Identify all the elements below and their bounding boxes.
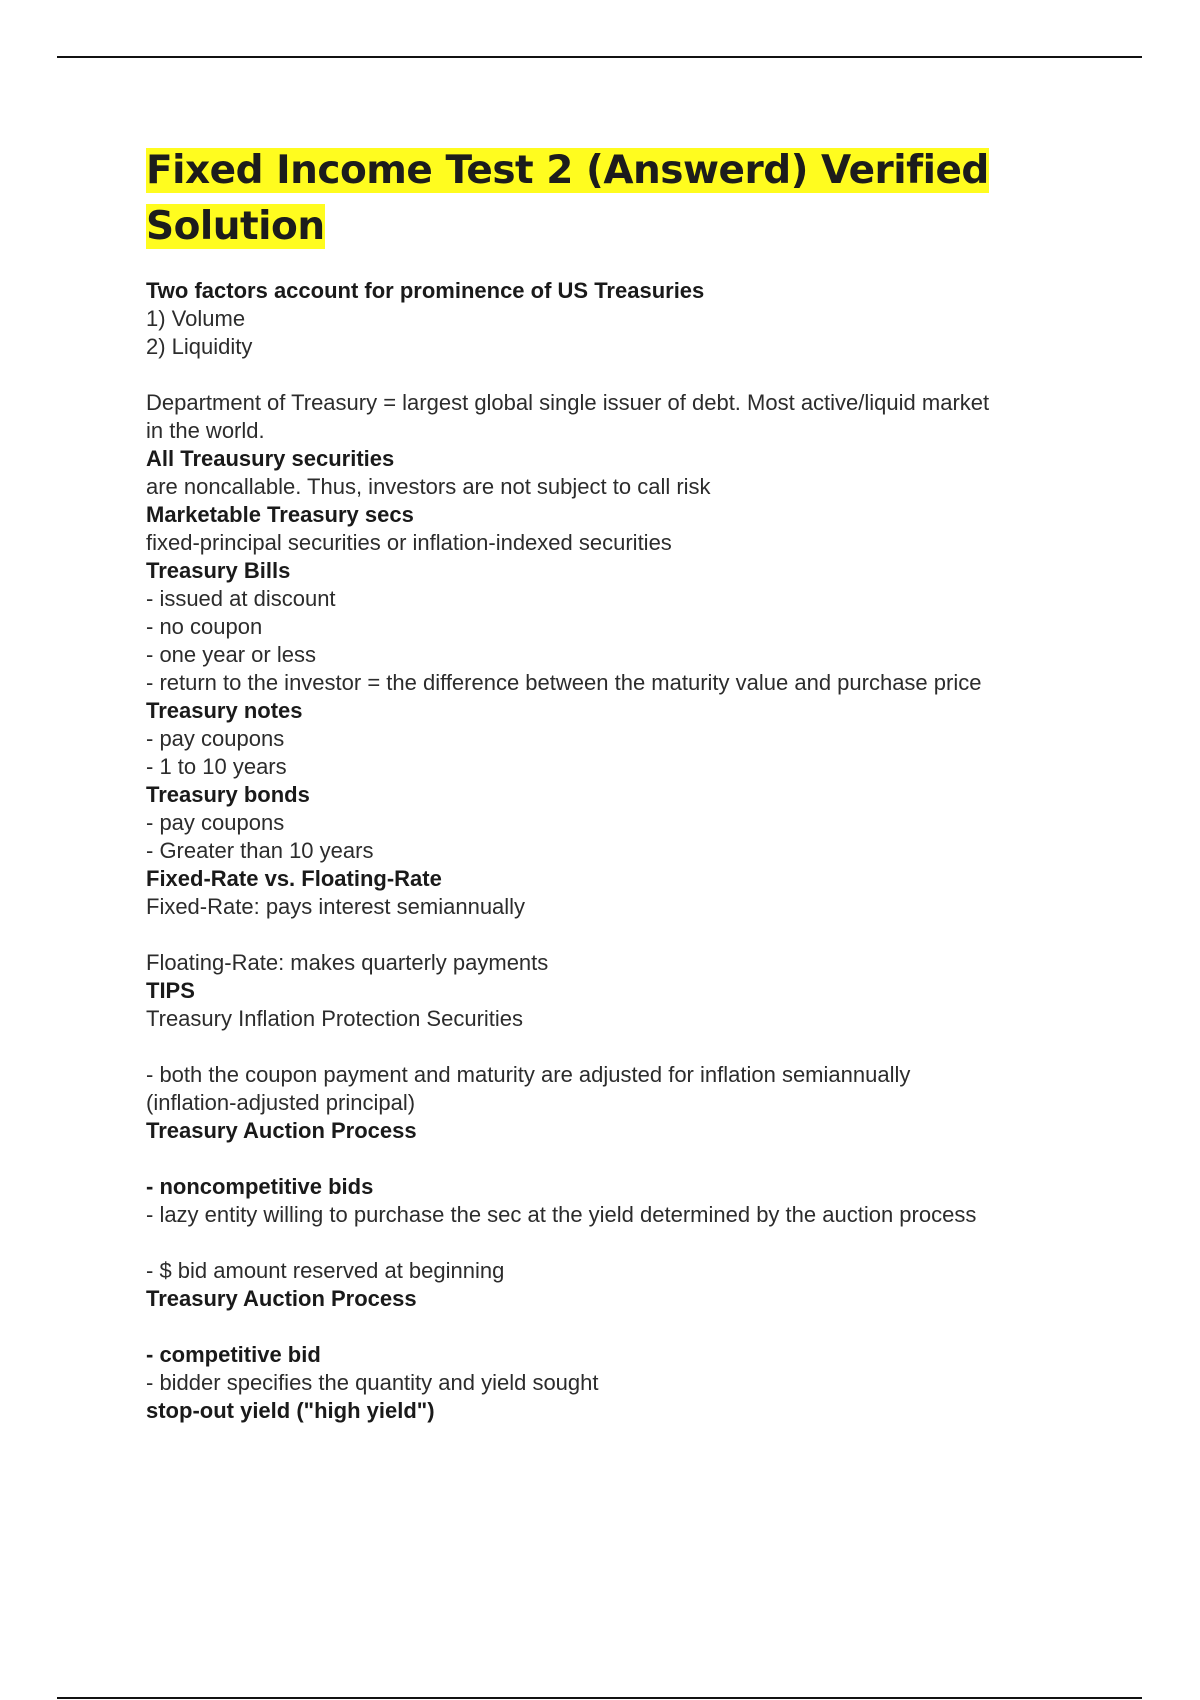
note-line: in the world. bbox=[146, 418, 265, 443]
blank-line bbox=[146, 1229, 1106, 1257]
note-line: - issued at discount bbox=[146, 586, 336, 611]
document-title bbox=[146, 143, 1106, 255]
blank-line bbox=[146, 1145, 1106, 1173]
note-line: fixed-principal securities or inflation-indexed securities bbox=[146, 530, 672, 555]
title-highlight-suffix: (Answerd) Verified bbox=[572, 148, 989, 193]
document-body bbox=[146, 143, 1106, 1425]
note-line: - no coupon bbox=[146, 614, 263, 639]
section-heading: - noncompetitive bids bbox=[146, 1174, 374, 1199]
section-heading: Marketable Treasury secs bbox=[146, 502, 414, 527]
note-line: - $ bid amount reserved at beginning bbox=[146, 1258, 505, 1283]
note-line: - pay coupons bbox=[146, 726, 285, 751]
bottom-rule bbox=[57, 1697, 1142, 1699]
note-line: 2) Liquidity bbox=[146, 334, 253, 359]
section-heading: Treasury bonds bbox=[146, 782, 310, 807]
section-heading: - competitive bid bbox=[146, 1342, 321, 1367]
section-heading: Fixed-Rate vs. Floating-Rate bbox=[146, 866, 442, 891]
note-line: Fixed-Rate: pays interest semiannually bbox=[146, 894, 526, 919]
section-heading: Treasury Auction Process bbox=[146, 1118, 417, 1143]
section-heading: Two factors account for prominence of US Treasuries bbox=[146, 278, 705, 303]
note-line: (inflation-adjusted principal) bbox=[146, 1090, 416, 1115]
note-line: Department of Treasury = largest global single issuer of debt. Most active/liquid market bbox=[146, 390, 990, 415]
section-heading: Treasury Bills bbox=[146, 558, 291, 583]
blank-line bbox=[146, 1313, 1106, 1341]
note-line: - return to the investor = the difference between the maturity value and purchase price bbox=[146, 670, 982, 695]
section-heading: TIPS bbox=[146, 978, 195, 1003]
note-line: - Greater than 10 years bbox=[146, 838, 374, 863]
title-highlight-line2: Solution bbox=[146, 204, 325, 249]
blank-line bbox=[146, 921, 1106, 949]
section-heading: Treasury notes bbox=[146, 698, 303, 723]
note-line: - lazy entity willing to purchase the sec at the yield determined by the auction process bbox=[146, 1202, 977, 1227]
blank-line bbox=[146, 361, 1106, 389]
title-highlight-main: Fixed Income Test 2 bbox=[146, 148, 573, 193]
note-line: 1) Volume bbox=[146, 306, 246, 331]
note-line: - both the coupon payment and maturity are adjusted for inflation semiannually bbox=[146, 1062, 911, 1087]
note-line: Treasury Inflation Protection Securities bbox=[146, 1006, 524, 1031]
section-heading: All Treausury securities bbox=[146, 446, 395, 471]
note-line: - pay coupons bbox=[146, 810, 285, 835]
section-heading: stop-out yield ("high yield") bbox=[146, 1398, 435, 1423]
note-line: - 1 to 10 years bbox=[146, 754, 287, 779]
notes-list bbox=[146, 277, 1106, 1425]
note-line: - bidder specifies the quantity and yield sought bbox=[146, 1370, 599, 1395]
note-line: are noncallable. Thus, investors are not subject to call risk bbox=[146, 474, 711, 499]
section-heading: Treasury Auction Process bbox=[146, 1286, 417, 1311]
note-line: Floating-Rate: makes quarterly payments bbox=[146, 950, 549, 975]
note-line: - one year or less bbox=[146, 642, 316, 667]
blank-line bbox=[146, 1033, 1106, 1061]
top-rule bbox=[57, 56, 1142, 58]
